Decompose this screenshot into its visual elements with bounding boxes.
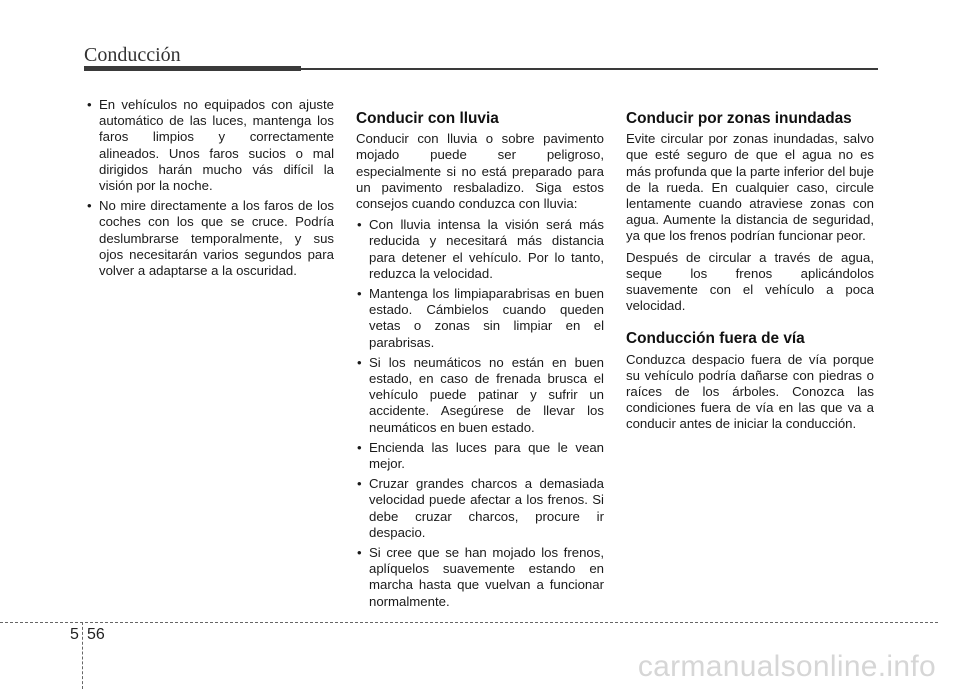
offroad-heading: Conducción fuera de vía — [626, 330, 805, 348]
list-item: • Cruzar grandes charcos a demasiada velocidad puede afectar a los frenos. Si debe cruzar charcos, procure ir despacio. — [356, 476, 604, 541]
page-number: 56 — [87, 626, 105, 643]
flooded-paragraph-1: Evite circular por zonas inundadas, salvo que esté seguro de que el agua no es más profunda que la parte inferior del buje de la rueda. En cualquier caso, circule lentamente cuando atraviese zonas con agua. Aumente la distancia de seguridad, ya que los frenos podrían funcionar peor. — [626, 131, 874, 244]
footer-vertical-divider — [82, 622, 83, 689]
headlight-tips-list — [86, 97, 334, 279]
flooded-heading: Conducir por zonas inundadas — [626, 110, 852, 127]
list-item: • Mantenga los limpiaparabrisas en buen estado. Cámbielos cuando queden vetas o zonas sin limpiar en el parabrisas. — [356, 286, 604, 351]
rain-intro: Conducir con lluvia o sobre pavimento mojado puede ser peligroso, especialmente si no está preparado para un pavimento resbaladizo. Siga estos consejos cuando conduzca con lluvia: — [356, 131, 604, 212]
section-title: Conducción — [84, 44, 181, 66]
list-item: • Con lluvia intensa la visión será más reducida y necesitará más distancia para detener el vehículo. Por lo tanto, reduzca la velocidad. — [356, 217, 604, 282]
list-item: • En vehículos no equipados con ajuste automático de las luces, mantenga los faros limpios y correctamente alineados. Unos faros sucios o mal dirigidos harán mucho vás difícil la visión por la noche. — [86, 97, 334, 194]
list-item: • Encienda las luces para que le vean mejor. — [356, 440, 604, 472]
header-rule-thin — [301, 68, 878, 70]
offroad-paragraph: Conduzca despacio fuera de vía porque su vehículo podría dañarse con piedras o raíces de los árboles. Conozca las condiciones fuera de vía en las que va a conducir antes de iniciar la conducción. — [626, 351, 874, 432]
rain-heading: Conducir con lluvia — [356, 110, 499, 127]
watermark: carmanualsonline.info — [637, 650, 936, 683]
rain-tips-list — [356, 217, 604, 610]
list-item: • Si cree que se han mojado los frenos, aplíquelos suavemente estando en marcha hasta que vuelvan a funcionar normalmente. — [356, 545, 604, 610]
footer-divider — [0, 622, 938, 623]
list-item: • No mire directamente a los faros de los coches con los que se cruce. Podría deslumbrarse temporalmente, y sus ojos necesitarán varios segundos para volver a adaptarse a la oscuridad. — [86, 198, 334, 279]
flooded-paragraph-2: Después de circular a través de agua, seque los frenos aplicándolos suavemente con el vehículo a poca velocidad. — [626, 249, 874, 314]
chapter-number: 5 — [70, 626, 79, 643]
column-3 — [626, 111, 874, 438]
header-rule-thick — [84, 66, 301, 71]
list-item: • Si los neumáticos no están en buen estado, en caso de frenada brusca el vehículo puede patinar y sufrir un accidente. Asegúrese de llevar los neumáticos en buen estado. — [356, 355, 604, 436]
column-2 — [356, 111, 604, 614]
column-1 — [86, 97, 334, 283]
